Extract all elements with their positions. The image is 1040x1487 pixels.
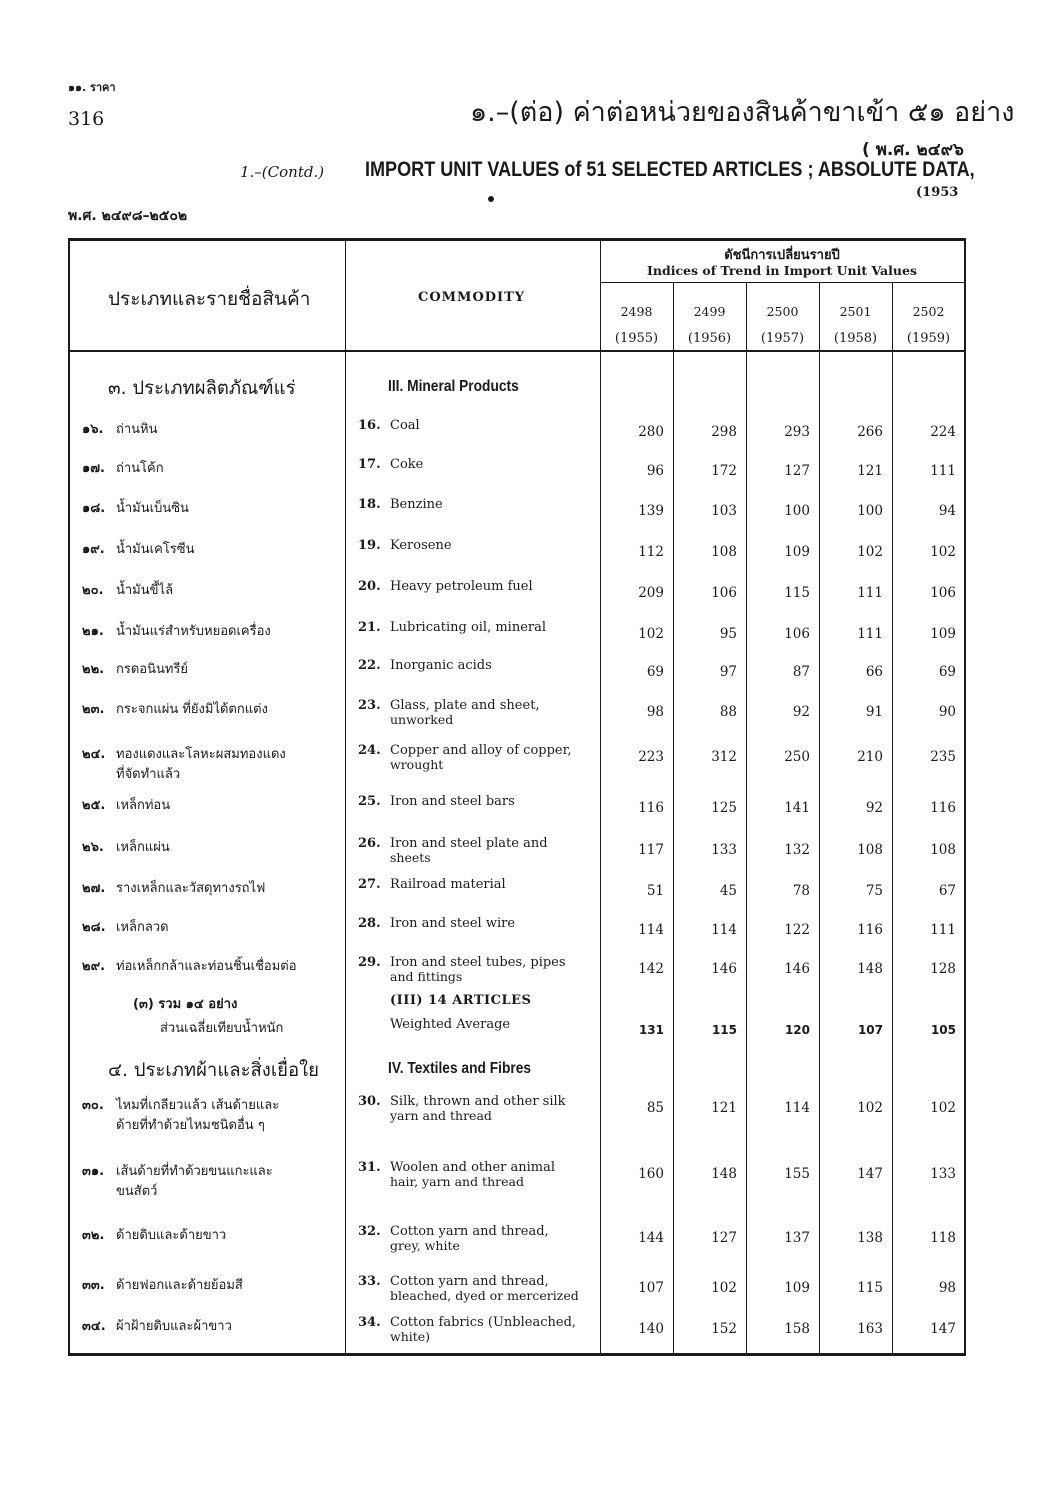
item-name-thai-2: ขนสัตว์ — [116, 1184, 158, 1199]
value-cell: 67 — [938, 883, 956, 899]
value-cell: 160 — [638, 1166, 664, 1182]
item-name-thai: ทองแดงและโลหะผสมทองแดง — [116, 747, 286, 762]
year-header-ce: (1955) — [614, 331, 659, 346]
item-name-en: Cotton fabrics (Unbleached, — [390, 1315, 577, 1330]
year-header-ce: (1959) — [906, 331, 951, 346]
value-cell: 102 — [711, 1280, 737, 1296]
value-cell: 152 — [711, 1321, 737, 1337]
item-name-en: Benzine — [390, 497, 443, 512]
table-row — [68, 1160, 966, 1199]
item-name-thai: ถ่านหิน — [116, 422, 158, 437]
row-number: 19. — [358, 538, 381, 553]
item-name-thai-2: ด้ายที่ทำด้วยไหมชนิดอื่น ๆ — [116, 1118, 265, 1133]
row-number: 27. — [358, 877, 381, 892]
item-name-en: Iron and steel bars — [390, 794, 515, 809]
value-cell: 132 — [784, 842, 810, 858]
value-cell: 172 — [711, 463, 737, 479]
row-number-thai: ๒๗. — [82, 881, 106, 896]
value-cell: 116 — [857, 922, 883, 938]
table-row — [68, 1274, 966, 1310]
table-row — [68, 698, 966, 734]
value-cell: 102 — [638, 626, 664, 642]
value-cell: 147 — [857, 1166, 883, 1182]
import-unit-values-table — [68, 238, 966, 1356]
row-number-thai: ๒๑. — [82, 624, 104, 639]
section-title-thai: ๔. ประเภทผ้าและสิ่งเยื่อใย — [108, 1060, 319, 1081]
item-name-thai: ถ่านโค้ก — [116, 461, 164, 476]
item-name-thai: ด้ายฟอกและด้ายย้อมสี — [116, 1278, 243, 1293]
row-number-thai: ๒๘. — [82, 920, 106, 935]
value-cell: 108 — [857, 842, 883, 858]
value-cell: 147 — [930, 1321, 956, 1337]
col-header-thai: ประเภทและรายชื่อสินค้า — [108, 288, 311, 310]
row-number-thai: ๑๖. — [82, 422, 104, 437]
value-cell: 118 — [930, 1230, 956, 1246]
table-row — [68, 457, 966, 493]
value-cell: 97 — [719, 664, 737, 680]
table-row — [68, 743, 966, 782]
value-cell: 106 — [784, 626, 810, 642]
value-cell: 102 — [857, 544, 883, 560]
item-name-thai: ท่อเหล็กกล้าและท่อนชิ้นเชื่อมต่อ — [116, 959, 297, 974]
item-name-thai: เหล็กท่อน — [116, 798, 171, 813]
subtotal-label-en-2: Weighted Average — [390, 1017, 511, 1032]
value-cell: 125 — [711, 800, 737, 816]
subtotal-label-thai-2: ส่วนเฉลี่ยเทียบน้ำหนัก — [160, 1021, 284, 1036]
value-cell: 51 — [646, 883, 664, 899]
table-row — [68, 836, 966, 872]
value-cell: 114 — [784, 1100, 810, 1116]
item-name-en: Inorganic acids — [390, 658, 492, 673]
table-row — [68, 418, 966, 454]
value-cell: 120 — [784, 1023, 810, 1037]
item-name-thai: ผ้าฝ้ายดิบและผ้าขาว — [116, 1319, 232, 1334]
subtotal-label-en: (III) 14 ARTICLES — [390, 993, 532, 1008]
subtotal-label-thai: (๓) รวม ๑๔ อย่าง — [133, 997, 238, 1012]
row-number-thai: ๓๓. — [82, 1278, 105, 1293]
row-number-thai: ๒๒. — [82, 662, 105, 677]
item-name-thai: น้ำมันเบ็นซิน — [116, 501, 189, 516]
value-cell: 116 — [638, 800, 664, 816]
value-cell: 75 — [865, 883, 883, 899]
table-row — [68, 916, 966, 952]
year-header-be: 2502 — [912, 304, 945, 319]
value-cell: 210 — [857, 749, 883, 765]
value-cell: 92 — [792, 704, 810, 720]
row-number-thai: ๒๖. — [82, 840, 104, 855]
year-header-be: 2501 — [839, 304, 872, 319]
value-cell: 138 — [857, 1230, 883, 1246]
row-number-thai: ๒๕. — [82, 798, 106, 813]
title-en: IMPORT UNIT VALUES of 51 SELECTED ARTICLES ; ABSOLUTE DATA, — [365, 158, 975, 181]
value-cell: 115 — [784, 585, 810, 601]
title-thai: ๑.–(ต่อ) ค่าต่อหน่วยของสินค้าขาเข้า ๕๑ อย่าง — [470, 97, 1015, 128]
value-cell: 155 — [784, 1166, 810, 1182]
value-cell: 266 — [857, 424, 883, 440]
item-name-en: Glass, plate and sheet, — [390, 698, 540, 713]
row-number-thai: ๓๐. — [82, 1098, 104, 1113]
row-number: 29. — [358, 955, 381, 970]
row-number: 31. — [358, 1160, 381, 1175]
value-cell: 139 — [638, 503, 664, 519]
row-number-thai: ๒๐. — [82, 583, 104, 598]
row-number-thai: ๓๑. — [82, 1164, 105, 1179]
item-name-en: Iron and steel plate and — [390, 836, 548, 851]
year-header-ce: (1958) — [833, 331, 878, 346]
row-number: 25. — [358, 794, 381, 809]
value-cell: 117 — [638, 842, 664, 858]
value-cell: 108 — [930, 842, 956, 858]
value-cell: 98 — [646, 704, 664, 720]
item-name-en: Woolen and other animal — [390, 1160, 556, 1175]
value-cell: 100 — [784, 503, 810, 519]
row-number-thai: ๑๘. — [82, 501, 106, 516]
item-name-thai: เหล็กแผ่น — [116, 840, 170, 855]
section-row — [68, 1058, 966, 1094]
value-cell: 109 — [930, 626, 956, 642]
section-label: ๑๑. ราคา — [68, 81, 116, 94]
table-bottom-rule — [68, 1353, 966, 1356]
item-name-en-2: bleached, dyed or mercerized — [390, 1288, 579, 1303]
table-top-rule — [68, 238, 966, 241]
value-cell: 100 — [857, 503, 883, 519]
year-thai-right: ( พ.ศ. ๒๔๙๖ — [862, 140, 964, 160]
value-cell: 127 — [784, 463, 810, 479]
value-cell: 69 — [646, 664, 664, 680]
row-number: 16. — [358, 418, 381, 433]
dot-mark — [488, 196, 494, 202]
header-bottom-rule — [68, 350, 966, 352]
value-cell: 280 — [638, 424, 664, 440]
value-cell: 111 — [930, 463, 956, 479]
value-cell: 91 — [865, 704, 883, 720]
value-cell: 146 — [784, 961, 810, 977]
item-name-en: Iron and steel tubes, pipes — [390, 955, 566, 970]
table-row — [68, 955, 966, 991]
value-cell: 105 — [930, 1023, 956, 1037]
item-name-en-2: sheets — [390, 850, 431, 865]
value-cell: 87 — [792, 664, 810, 680]
period-thai: พ.ศ. ๒๔๙๘–๒๕๐๒ — [68, 208, 188, 224]
item-name-thai: ด้ายดิบและด้ายขาว — [116, 1228, 227, 1243]
item-name-thai: น้ำมันเคโรซีน — [116, 542, 195, 557]
item-name-thai: กระจกแผ่น ที่ยังมิได้ตกแต่ง — [116, 702, 268, 717]
table-row — [68, 1315, 966, 1351]
value-cell: 163 — [857, 1321, 883, 1337]
row-number: 21. — [358, 620, 381, 635]
row-number: 30. — [358, 1094, 381, 1109]
row-number: 18. — [358, 497, 381, 512]
contd-label: 1.–(Contd.) — [240, 163, 325, 181]
table-row — [68, 579, 966, 615]
value-cell: 137 — [784, 1230, 810, 1246]
item-name-en: Lubricating oil, mineral — [390, 620, 547, 635]
table-row — [68, 1224, 966, 1260]
value-cell: 102 — [930, 544, 956, 560]
table-row — [68, 658, 966, 694]
year-header-ce: (1957) — [760, 331, 805, 346]
item-name-en: Cotton yarn and thread, — [390, 1274, 549, 1289]
item-name-thai: น้ำมันแร่สำหรับหยอดเครื่อง — [116, 624, 271, 639]
item-name-en-2: grey, white — [390, 1238, 460, 1253]
row-number-thai: ๓๔. — [82, 1319, 106, 1334]
value-cell: 148 — [857, 961, 883, 977]
item-name-en: Coke — [390, 457, 424, 472]
value-cell: 115 — [857, 1280, 883, 1296]
value-cell: 148 — [711, 1166, 737, 1182]
year-en-right: (1953 — [916, 185, 959, 200]
value-cell: 109 — [784, 1280, 810, 1296]
row-number-thai: ๑๙. — [82, 542, 105, 557]
value-cell: 92 — [865, 800, 883, 816]
item-name-en: Cotton yarn and thread, — [390, 1224, 549, 1239]
table-row — [68, 538, 966, 574]
value-cell: 312 — [711, 749, 737, 765]
item-name-thai: กรดอนินทรีย์ — [116, 662, 189, 677]
item-name-thai: เหล็กลวด — [116, 920, 169, 935]
section-title-en: IV. Textiles and Fibres — [388, 1060, 532, 1077]
value-cell: 114 — [711, 922, 737, 938]
table-row — [68, 620, 966, 656]
row-number: 22. — [358, 658, 381, 673]
value-cell: 127 — [711, 1230, 737, 1246]
value-cell: 140 — [638, 1321, 664, 1337]
value-cell: 102 — [857, 1100, 883, 1116]
value-cell: 69 — [938, 664, 956, 680]
item-name-en-2: white) — [390, 1329, 431, 1344]
item-name-en-2: and fittings — [390, 969, 463, 984]
item-name-thai: เส้นด้ายที่ทำด้วยขนแกะและ — [116, 1164, 273, 1179]
item-name-en-2: wrought — [390, 757, 444, 772]
value-cell: 293 — [784, 424, 810, 440]
value-cell: 78 — [792, 883, 810, 899]
value-cell: 144 — [638, 1230, 664, 1246]
row-number: 28. — [358, 916, 381, 931]
value-cell: 107 — [857, 1023, 883, 1037]
value-cell: 121 — [711, 1100, 737, 1116]
item-name-en-2: hair, yarn and thread — [390, 1174, 524, 1189]
row-number: 32. — [358, 1224, 381, 1239]
row-number: 33. — [358, 1274, 381, 1289]
value-cell: 45 — [719, 883, 737, 899]
value-cell: 116 — [930, 800, 956, 816]
value-cell: 114 — [638, 922, 664, 938]
value-cell: 98 — [938, 1280, 956, 1296]
row-number: 26. — [358, 836, 381, 851]
value-cell: 85 — [646, 1100, 664, 1116]
value-cell: 115 — [711, 1023, 737, 1037]
value-cell: 95 — [719, 626, 737, 642]
value-cell: 122 — [784, 922, 810, 938]
value-cell: 108 — [711, 544, 737, 560]
value-cell: 131 — [638, 1023, 664, 1037]
value-cell: 141 — [784, 800, 810, 816]
table-row — [68, 1094, 966, 1133]
value-cell: 250 — [784, 749, 810, 765]
row-number-thai: ๒๙. — [82, 959, 106, 974]
row-number-thai: ๒๔. — [82, 747, 106, 762]
section-row — [68, 376, 966, 412]
year-header-be: 2498 — [620, 304, 653, 319]
value-cell: 111 — [930, 922, 956, 938]
value-cell: 88 — [719, 704, 737, 720]
row-number-thai: ๒๓. — [82, 702, 105, 717]
value-cell: 111 — [857, 585, 883, 601]
value-cell: 96 — [646, 463, 664, 479]
value-cell: 107 — [638, 1280, 664, 1296]
value-cell: 121 — [857, 463, 883, 479]
item-name-en-2: yarn and thread — [390, 1108, 492, 1123]
item-name-en: Heavy petroleum fuel — [390, 579, 533, 594]
row-number: 17. — [358, 457, 381, 472]
year-header-ce: (1956) — [687, 331, 732, 346]
value-cell: 103 — [711, 503, 737, 519]
row-number: 24. — [358, 743, 381, 758]
value-cell: 298 — [711, 424, 737, 440]
indices-header-en: Indices of Trend in Import Unit Values — [647, 263, 917, 278]
table-row — [68, 497, 966, 533]
item-name-en: Coal — [390, 418, 420, 433]
value-cell: 106 — [711, 585, 737, 601]
indices-header-thai: ดัชนีการเปลี่ยนรายปี — [724, 248, 840, 263]
value-cell: 235 — [930, 749, 956, 765]
row-number: 20. — [358, 579, 381, 594]
table-row — [68, 794, 966, 830]
item-name-en: Copper and alloy of copper, — [390, 743, 572, 758]
item-name-thai: ไหมที่เกลียวแล้ว เส้นด้ายและ — [116, 1098, 280, 1113]
value-cell: 111 — [857, 626, 883, 642]
item-name-thai: รางเหล็กและวัสดุทางรถไฟ — [116, 881, 266, 896]
section-title-thai: ๓. ประเภทผลิตภัณฑ์แร่ — [108, 378, 296, 399]
value-cell: 209 — [638, 585, 664, 601]
item-name-en: Iron and steel wire — [390, 916, 516, 931]
value-cell: 133 — [930, 1166, 956, 1182]
item-name-thai: น้ำมันขี้ไล้ — [116, 583, 174, 598]
year-header-be: 2499 — [693, 304, 726, 319]
table-row — [68, 877, 966, 913]
subtotal-row — [68, 993, 966, 1037]
value-cell: 109 — [784, 544, 810, 560]
value-cell: 142 — [638, 961, 664, 977]
row-number: 23. — [358, 698, 381, 713]
indices-rule — [600, 282, 964, 283]
item-name-en-2: unworked — [390, 712, 454, 727]
value-cell: 146 — [711, 961, 737, 977]
year-header-be: 2500 — [766, 304, 799, 319]
value-cell: 90 — [938, 704, 956, 720]
row-number: 34. — [358, 1315, 381, 1330]
item-name-en: Kerosene — [390, 538, 452, 553]
item-name-en: Silk, thrown and other silk — [390, 1094, 566, 1109]
value-cell: 94 — [938, 503, 956, 519]
value-cell: 224 — [930, 424, 956, 440]
col-header-en: COMMODITY — [418, 290, 526, 305]
value-cell: 128 — [930, 961, 956, 977]
value-cell: 158 — [784, 1321, 810, 1337]
item-name-en: Railroad material — [390, 877, 506, 892]
value-cell: 112 — [638, 544, 664, 560]
value-cell: 133 — [711, 842, 737, 858]
item-name-thai-2: ที่จัดทำแล้ว — [116, 767, 181, 782]
value-cell: 106 — [930, 585, 956, 601]
value-cell: 223 — [638, 749, 664, 765]
value-cell: 66 — [865, 664, 883, 680]
value-cell: 102 — [930, 1100, 956, 1116]
row-number-thai: ๓๒. — [82, 1228, 105, 1243]
row-number-thai: ๑๗. — [82, 461, 105, 476]
page-number: 316 — [68, 108, 105, 130]
section-title-en: III. Mineral Products — [388, 378, 519, 395]
